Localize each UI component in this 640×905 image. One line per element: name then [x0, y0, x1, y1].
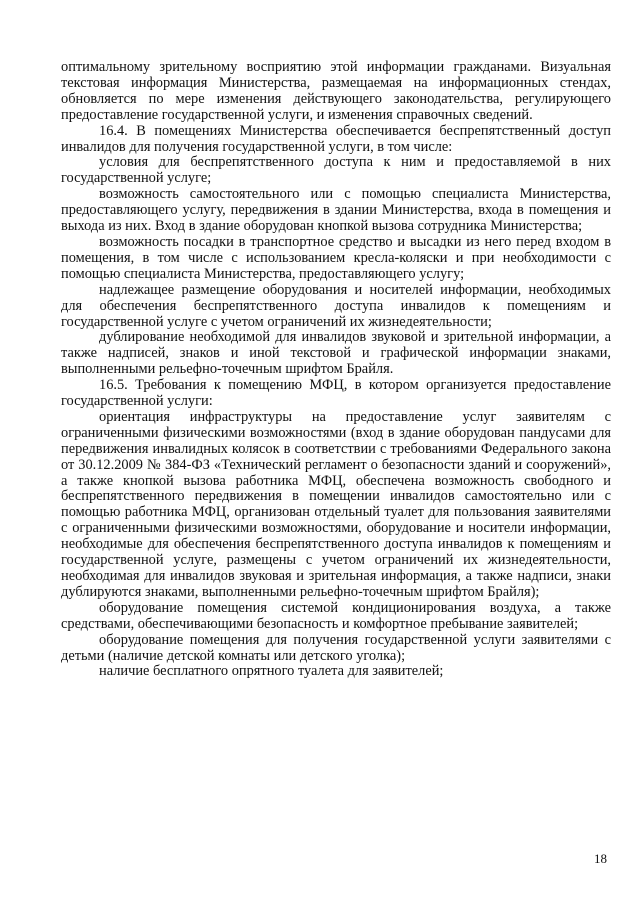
paragraph-information-duplication: дублирование необходимой для инвалидов звуковой и зрительной информации, а также надписей, знаков и иной текстовой и графической информации знаками, выполненными рельефно-точечным шрифтом Брайля. [61, 329, 611, 378]
paragraph-16-4-heading: 16.4. В помещениях Министерства обеспечивается беспрепятственный доступ инвалидов для получения государственной услуги, в том числе: [61, 122, 611, 155]
paragraph-transport-boarding: возможность посадки в транспортное средство и высадки из него перед входом в помещения, в том числе с использованием кресла-коляски и при необходимости с помощью специалиста Министерства, предоставляющего услугу; [61, 233, 611, 282]
paragraph-equipment-placement: надлежащее размещение оборудования и носителей информации, необходимых для обеспечения беспрепятственного доступа инвалидов к помещениям и государственной услуге с учетом ограничений их жизнедеятельности; [61, 281, 611, 330]
document-body [61, 60, 611, 680]
paragraph-16-5-heading: 16.5. Требования к помещению МФЦ, в котором организуется предоставление государственной услуги: [61, 377, 611, 410]
paragraph-free-toilet: наличие бесплатного опрятного туалета для заявителей; [99, 663, 444, 680]
paragraph-air-conditioning: оборудование помещения системой кондиционирования воздуха, а также средствами, обеспечивающими безопасность и комфортное пребывание заявителей; [61, 599, 611, 632]
page-number: 18 [594, 851, 607, 866]
paragraph-children-room: оборудование помещения для получения государственной услуги заявителями с детьми (наличие детской комнаты или детского уголка); [61, 631, 611, 664]
paragraph-movement-in-building: возможность самостоятельного или с помощью специалиста Министерства, предоставляющего услугу, передвижения в здании Министерства, входа в помещения и выхода из них. Вход в здание оборудован кнопкой вызова сотрудника Министерства; [61, 186, 611, 235]
paragraph-visual-info: оптимальному зрительному восприятию этой информации гражданами. Визуальная текстовая информация Министерства, размещаемая на информационных стендах, обновляется по мере изменения действующего законодательства, регулирующего предоставление государственной услуги, и изменения справочных сведений. [61, 59, 611, 123]
paragraph-infrastructure-orientation: ориентация инфраструктуры на предоставление услуг заявителям с ограниченными физическими возможностями (вход в здание оборудован пандусами для передвижения инвалидных колясок в соответствии с требованиями Федерального закона от 30.12.2009 № 384-ФЗ «Технический регламент о безопасности зданий и сооружений», а также кнопкой вызова работника МФЦ, обеспечена возможность свободного и беспрепятственного передвижения в помещении инвалидов самостоятельно или с помощью работника МФЦ, организован отдельный туалет для пользования заявителями с ограниченными физическими возможностями, оборудование и носители информации, необходимые для обеспечения беспрепятственного доступа инвалидов к помещениям и государственной услуге, размещены с учетом ограничений их жизнедеятельности, необходимая для инвалидов звуковая и зрительная информация, а также надписи, знаки дублируются знаками, выполненными рельефно-точечным шрифтом Брайля); [61, 408, 611, 600]
paragraph-access-conditions: условия для беспрепятственного доступа к ним и предоставляемой в них государственной услуге; [61, 154, 611, 187]
